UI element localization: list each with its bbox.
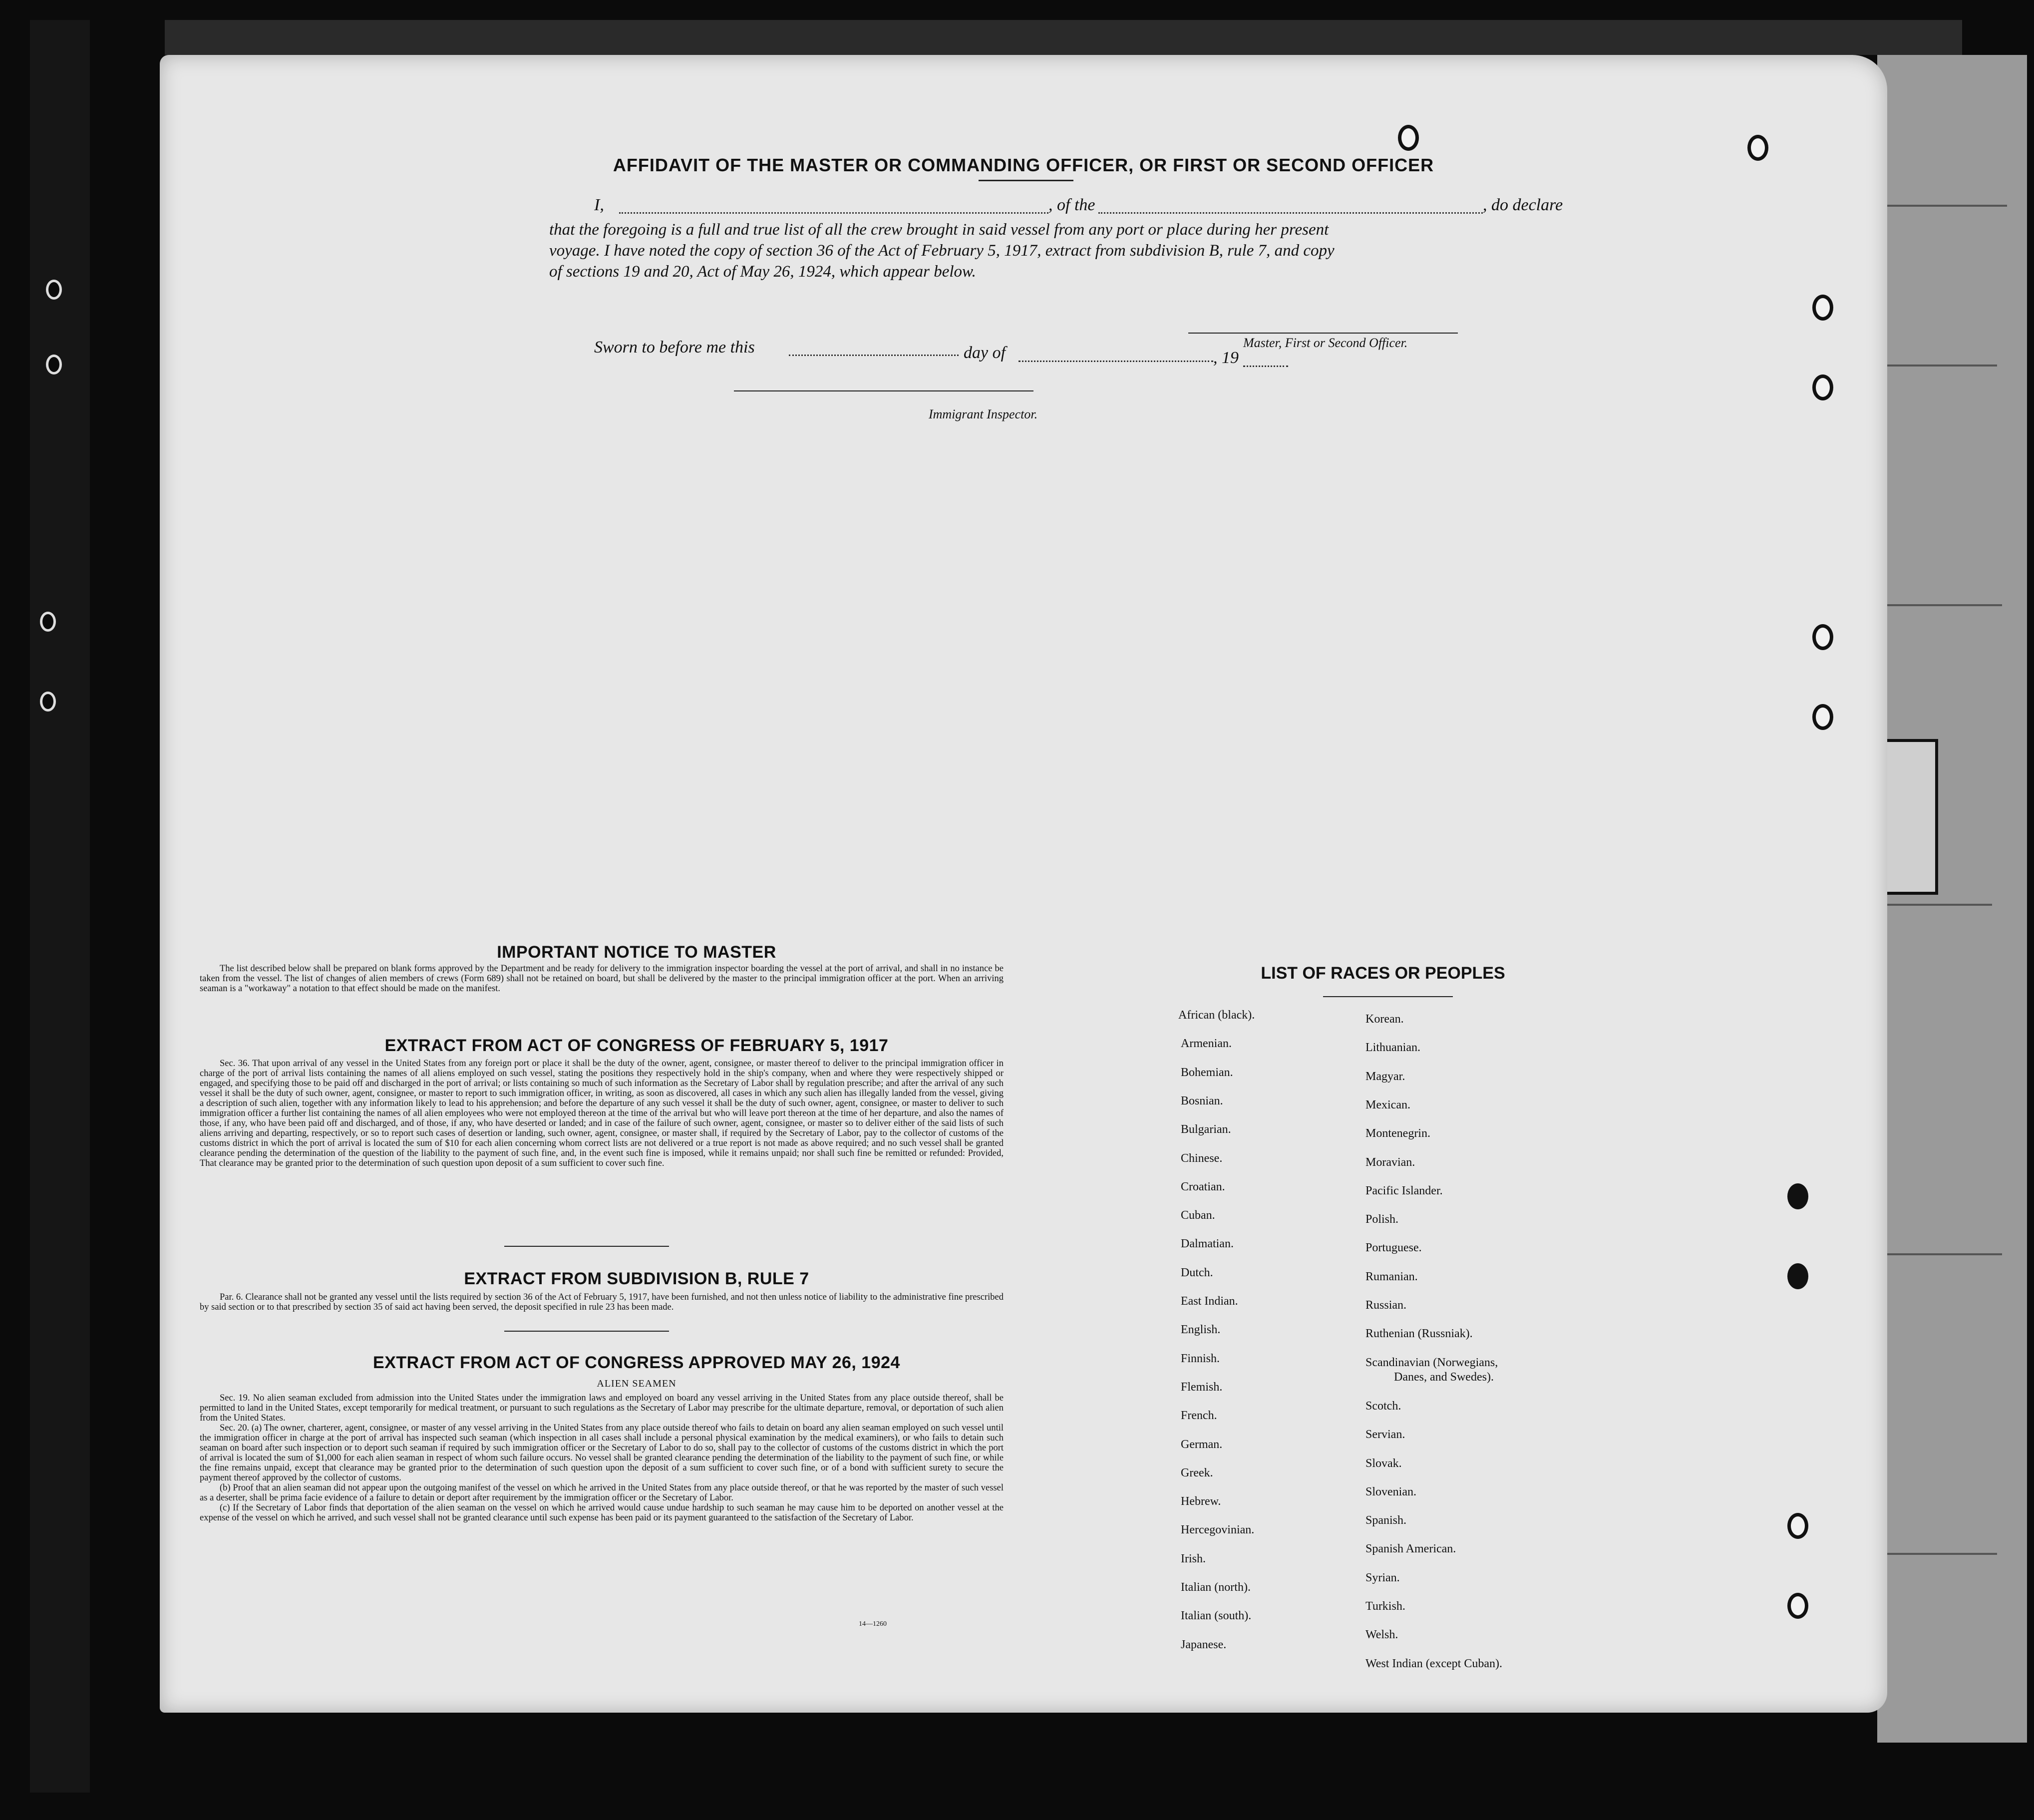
punch-hole	[1812, 704, 1833, 730]
race-item: West Indian (except Cuban).	[1365, 1657, 1502, 1670]
extract-1924-sec19: Sec. 19. No alien seaman excluded from admission into the United States under the immigration laws and employed on board any vessel arriving in the United States from any place outside thereof, shall be permitted to land in the United States, except temporarily for medical treatment, or pursuant to such regulations as the Secretary of Labor may prescribe for the ultimate departure, removal, or deportation of such alien from the United States.	[200, 1393, 1004, 1423]
race-item: Pacific Islander.	[1365, 1184, 1443, 1197]
form-page	[160, 55, 1887, 1713]
race-item: Welsh.	[1365, 1628, 1398, 1642]
sworn-year-field[interactable]	[1243, 365, 1288, 367]
notice-paragraph: The list described below shall be prepared on blank forms approved by the Department and be ready for delivery to the immigration inspector boarding the vessel at the port of arrival, and shall in no instance be taken from the vessel. The list of changes of alien members of crews (Form 689) shall not be retained on board, but shall be delivered by the master to the principal immigration officer at the port. When an arriving seaman is a "workaway" a notation to that effect should be made on the manifest.	[200, 964, 1004, 994]
affidavit-title-underline	[979, 180, 1073, 181]
extract-1924-body	[200, 1393, 1004, 1523]
extract-1924-subtitle: ALIEN SEAMEN	[597, 1378, 677, 1389]
punch-hole	[1398, 125, 1419, 151]
inspector-signature-line[interactable]	[734, 390, 1033, 391]
affidavit-title: AFFIDAVIT OF THE MASTER OR COMMANDING OFFICER, OR FIRST OR SECOND OFFICER	[613, 155, 1434, 175]
punch-hole	[1812, 624, 1833, 650]
top-edge	[165, 20, 1962, 55]
race-item: Croatian.	[1181, 1180, 1225, 1193]
binding-hole	[46, 280, 62, 300]
race-item: Italian (south).	[1181, 1609, 1252, 1623]
race-item: Scotch.	[1365, 1399, 1401, 1413]
race-item: English.	[1181, 1323, 1221, 1337]
race-item: Lithuanian.	[1365, 1041, 1420, 1055]
race-item: Polish.	[1365, 1213, 1399, 1226]
race-item: East Indian.	[1181, 1295, 1238, 1308]
affidavit-statement-line2: voyage. I have noted the copy of section 36 of the Act of February 5, 1917, extract from subdivision B, rule 7, and copy	[549, 242, 1335, 260]
punch-hole	[1787, 1593, 1808, 1619]
punch-hole	[1787, 1263, 1808, 1289]
extract-1917-paragraph: Sec. 36. That upon arrival of any vessel in the United States from any foreign port or place it shall be the duty of the owner, agent, consignee, or master thereof to deliver to the principal immigration officer in charge of the port of arrival lists containing the names of all aliens employed on such vessel, stating the positions they respectively hold in the ship's company, when and where they were respectively shipped or engaged, and specifying those to be paid off and discharged in the port of arrival; or lists containing so much of such information as the Secretary of Labor shall by regulation prescribe; and after the arrival of any such vessel it shall be the duty of such owner, agent, consignee, or master to report to such immigration officer, in writing, as soon as discovered, all cases in which any such alien has illegally landed from the vessel, giving a description of such alien, together with any information likely to lead to his apprehension; and before the departure of any such vessel it shall be the duty of such owner, agent, consignee, or master to deliver to such immigration officer a further list containing the names of all alien employees who were not employed thereon at the time of the arrival but who will leave port thereon at the time of her departure, and also the names of those, if any, who have been paid off and discharged, and of those, if any, who have deserted or landed; and in case of the failure of such owner, agent, consignee, or master so to deliver either of the said lists of such aliens arriving and departing, respectively, or so to report such cases of desertion or landing, such owner, agent, consignee, or master shall, if required by the Secretary of Labor, pay to the collector of customs of the customs district in which the port of arrival is located the sum of $10 for each alien concerning whom correct lists are not delivered or a true report is not made as above required; and no such vessel shall be granted clearance pending the determination of the question of the liability to the payment of such fine, and, in the event such fine is imposed, while it remains unpaid; nor shall such fine be remitted or refunded: Provided, That clearance may be granted prior to the determination of such question upon deposit of a sum sufficient to cover such fine.	[200, 1059, 1004, 1168]
extract-1917-divider	[504, 1246, 669, 1247]
underlying-sheet	[1877, 55, 2027, 1743]
extract-rule7-body	[200, 1292, 1004, 1312]
race-item: Hebrew.	[1181, 1495, 1221, 1508]
race-item: Italian (north).	[1181, 1581, 1251, 1594]
notice-title: IMPORTANT NOTICE TO MASTER	[497, 943, 776, 962]
race-item: Bosnian.	[1181, 1094, 1223, 1107]
race-item: Spanish American.	[1365, 1542, 1456, 1556]
race-item: Bohemian.	[1181, 1066, 1233, 1079]
year-prefix-label: , 19	[1213, 349, 1239, 367]
extract-rule7-divider	[504, 1331, 669, 1332]
punch-hole	[1812, 374, 1833, 400]
race-item: Korean.	[1365, 1013, 1404, 1026]
race-item: Chinese.	[1181, 1151, 1223, 1165]
affidavit-of-the-label: , of the	[1048, 196, 1095, 214]
race-item: Dalmatian.	[1181, 1237, 1234, 1251]
race-item: Scandinavian (Norwegians,	[1365, 1356, 1498, 1369]
race-item: Dutch.	[1181, 1266, 1213, 1279]
race-item: Slovenian.	[1365, 1485, 1416, 1498]
sworn-before-label: Sworn to before me this	[594, 338, 755, 357]
master-signature-label: Master, First or Second Officer.	[1243, 336, 1408, 350]
extract-1917-title: EXTRACT FROM ACT OF CONGRESS OF FEBRUARY 5, 1917	[384, 1036, 889, 1055]
day-of-label: day of	[964, 344, 1006, 362]
race-item: Montenegrin.	[1365, 1127, 1430, 1140]
master-signature-line[interactable]	[1188, 333, 1458, 334]
extract-1924-title: EXTRACT FROM ACT OF CONGRESS APPROVED MAY 26, 1924	[373, 1353, 900, 1372]
race-item: Flemish.	[1181, 1380, 1223, 1394]
races-title-underline	[1323, 996, 1453, 997]
affidavit-declare-label: , do declare	[1483, 196, 1563, 214]
affidavit-statement-line3: of sections 19 and 20, Act of May 26, 1924, which appear below.	[549, 263, 976, 281]
race-item: Bulgarian.	[1181, 1123, 1231, 1136]
extract-1924-sec20a: Sec. 20. (a) The owner, charterer, agent, consignee, or master of any vessel arriving in the United States from any place outside thereof who fails to detain on board any alien seaman employed on such vessel until the immigration officer in charge at the port of arrival has inspected such seaman (which inspection in all cases shall include a personal physical examination by the medical examiners), or who fails to detain such seaman on board after such inspection or to deport such seaman if required by such immigration officer or the Secretary of Labor to do so, shall pay to the collector of customs of the customs district in which the port of arrival is located the sum of $1,000 for each alien seaman in respect of whom such failure occurs. No vessel shall be granted clearance pending the determination of the liability to the payment of such fine, or while the fine remains unpaid, except that clearance may be granted prior to the determination of such question upon the deposit of a sum sufficient to cover such fine, or of a bond with sufficient surety to secure the payment thereof approved by the collector of customs.	[200, 1423, 1004, 1483]
vessel-name-field[interactable]	[1098, 212, 1483, 214]
affidavit-i-label: I,	[594, 196, 604, 214]
race-item: African (black).	[1178, 1009, 1255, 1022]
race-item: Mexican.	[1365, 1098, 1410, 1111]
race-item: Magyar.	[1365, 1070, 1405, 1083]
race-item: Portuguese.	[1365, 1241, 1422, 1255]
sworn-month-field[interactable]	[1018, 361, 1213, 362]
punch-hole	[1812, 295, 1833, 321]
binding-hole	[46, 355, 62, 374]
race-item: Japanese.	[1181, 1638, 1227, 1651]
race-item: Servian.	[1365, 1428, 1405, 1442]
extract-rule7-title: EXTRACT FROM SUBDIVISION B, RULE 7	[464, 1269, 809, 1288]
race-item: Hercegovinian.	[1181, 1523, 1255, 1537]
extract-1917-body	[200, 1059, 1004, 1168]
race-item: Russian.	[1365, 1299, 1407, 1312]
punch-hole	[1787, 1513, 1808, 1539]
binding-hole	[40, 612, 56, 632]
punch-hole	[1787, 1183, 1808, 1209]
binding-hole	[40, 692, 56, 712]
notice-body	[200, 964, 1004, 994]
extract-rule7-paragraph: Par. 6. Clearance shall not be granted any vessel until the lists required by section 36 of the Act of February 5, 1917, have been furnished, and not then unless notice of liability to the administrative fine prescribed by said section or to that prescribed by section 35 of said act having been served, the deposit specified in rule 23 has been made.	[200, 1292, 1004, 1312]
race-item: Spanish.	[1365, 1514, 1407, 1527]
race-item: Ruthenian (Russniak).	[1365, 1327, 1473, 1341]
extract-1924-sec20b: (b) Proof that an alien seaman did not appear upon the outgoing manifest of the vessel on which he arrived in the United States from any place outside thereof, or that he was reported by the master of such vessel as a deserter, shall be prima facie evidence of a failure to detain or deport after requirement by the immigration officer or the Secretary of Labor.	[200, 1483, 1004, 1503]
race-item: Moravian.	[1365, 1155, 1415, 1169]
form-number: 14—1260	[859, 1620, 887, 1628]
race-item: Armenian.	[1181, 1037, 1232, 1051]
race-item: Finnish.	[1181, 1352, 1220, 1365]
race-item: Syrian.	[1365, 1571, 1400, 1584]
race-item: Danes, and Swedes).	[1394, 1370, 1494, 1384]
race-item: German.	[1181, 1438, 1223, 1451]
race-item: French.	[1181, 1409, 1217, 1423]
master-name-field[interactable]	[619, 212, 1048, 214]
race-item: Greek.	[1181, 1466, 1213, 1479]
extract-1924-sec20c: (c) If the Secretary of Labor finds that deportation of the alien seaman on the vessel on which he arrived would cause undue hardship to such seaman he may cause him to be deported on another vessel at the expense of the vessel on which he arrived, and such vessel shall not be granted clearance until such expense has been paid or its payment guaranteed to the satisfaction of the Secretary of Labor.	[200, 1503, 1004, 1523]
inspector-label: Immigrant Inspector.	[929, 407, 1038, 421]
race-item: Cuban.	[1181, 1209, 1215, 1222]
race-item: Irish.	[1181, 1552, 1206, 1565]
races-title: LIST OF RACES OR PEOPLES	[1261, 964, 1505, 983]
race-item: Slovak.	[1365, 1456, 1402, 1470]
race-item: Turkish.	[1365, 1600, 1405, 1613]
race-item: Rumanian.	[1365, 1270, 1418, 1283]
affidavit-statement-line1: that the foregoing is a full and true list of all the crew brought in said vessel from any port or place during her present	[549, 221, 1329, 239]
sworn-day-field[interactable]	[789, 355, 959, 356]
